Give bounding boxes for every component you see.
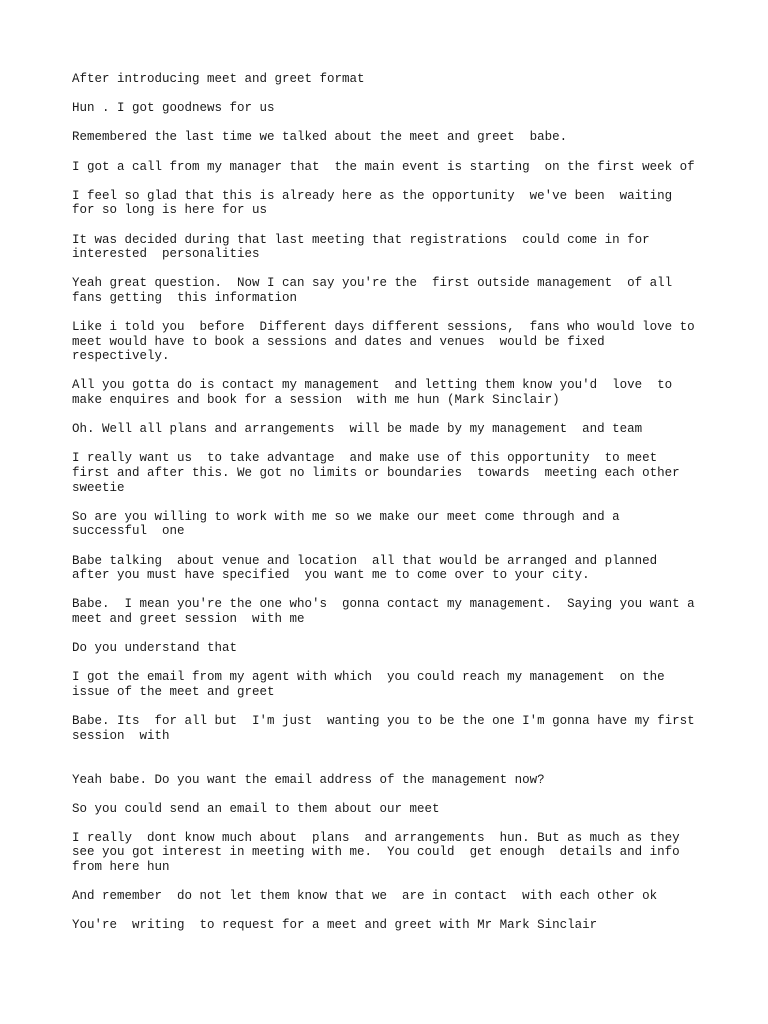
paragraph-20: I really dont know much about plans and arrangements hun. But as much as they see you got interest in meeting with me. You could get enough details and info from here hun (72, 830, 680, 875)
paragraph-1: After introducing meet and greet format (72, 72, 365, 86)
paragraph-2: Hun . I got goodnews for us (72, 101, 275, 116)
paragraph-19: So you could send an email to them about our meet (72, 801, 440, 816)
paragraph-5: I feel so glad that this is already here as the opportunity we've been waiting for so long is here for us (72, 188, 673, 218)
paragraph-11: I really want us to take advantage and make use of this opportunity to meet first and after this. We got no limits or boundaries towards meeting each other sweetie (72, 451, 680, 495)
paragraph-8: Like i told you before Different days different sessions, fans who would love to meet would have to book a sessions and dates and venues would be fixed respectively. (72, 320, 695, 364)
paragraph-21: And remember do not let them know that we are in contact with each other ok (72, 889, 658, 904)
paragraph-22: You're writing to request for a meet and greet with Mr Mark Sinclair (72, 918, 598, 933)
paragraph-18: Yeah babe. Do you want the email address of the management now? (72, 772, 545, 787)
paragraph-10: Oh. Well all plans and arrangements will be made by my management and team (72, 422, 643, 437)
document-page (72, 72, 712, 948)
paragraph-3: Remembered the last time we talked about the meet and greet babe. (72, 130, 568, 145)
paragraph-13: Babe talking about venue and location all that would be arranged and planned after you must have specified you want me to come over to your city. (72, 553, 658, 583)
paragraph-9: All you gotta do is contact my management and letting them know you'd love to make enquires and book for a session with me hun (Mark Sinclair) (72, 378, 673, 408)
paragraph-12: So are you willing to work with me so we make our meet come through and a successful one (72, 509, 620, 539)
paragraph-17: Babe. Its for all but I'm just wanting you to be the one I'm gonna have my first session with (72, 714, 695, 743)
paragraph-6: It was decided during that last meeting that registrations could come in for interested personalities (72, 232, 650, 262)
paragraph-16: I got the email from my agent with which you could reach my management on the issue of the meet and greet (72, 670, 665, 699)
paragraph-4: I got a call from my manager that the main event is starting on the first week of (72, 159, 695, 174)
paragraph-14: Babe. I mean you're the one who's gonna contact my management. Saying you want a meet and greet session with me (72, 597, 695, 626)
paragraph-15: Do you understand that (72, 641, 238, 656)
paragraph-7: Yeah great question. Now I can say you're the first outside management of all fans getting this information (72, 276, 673, 305)
